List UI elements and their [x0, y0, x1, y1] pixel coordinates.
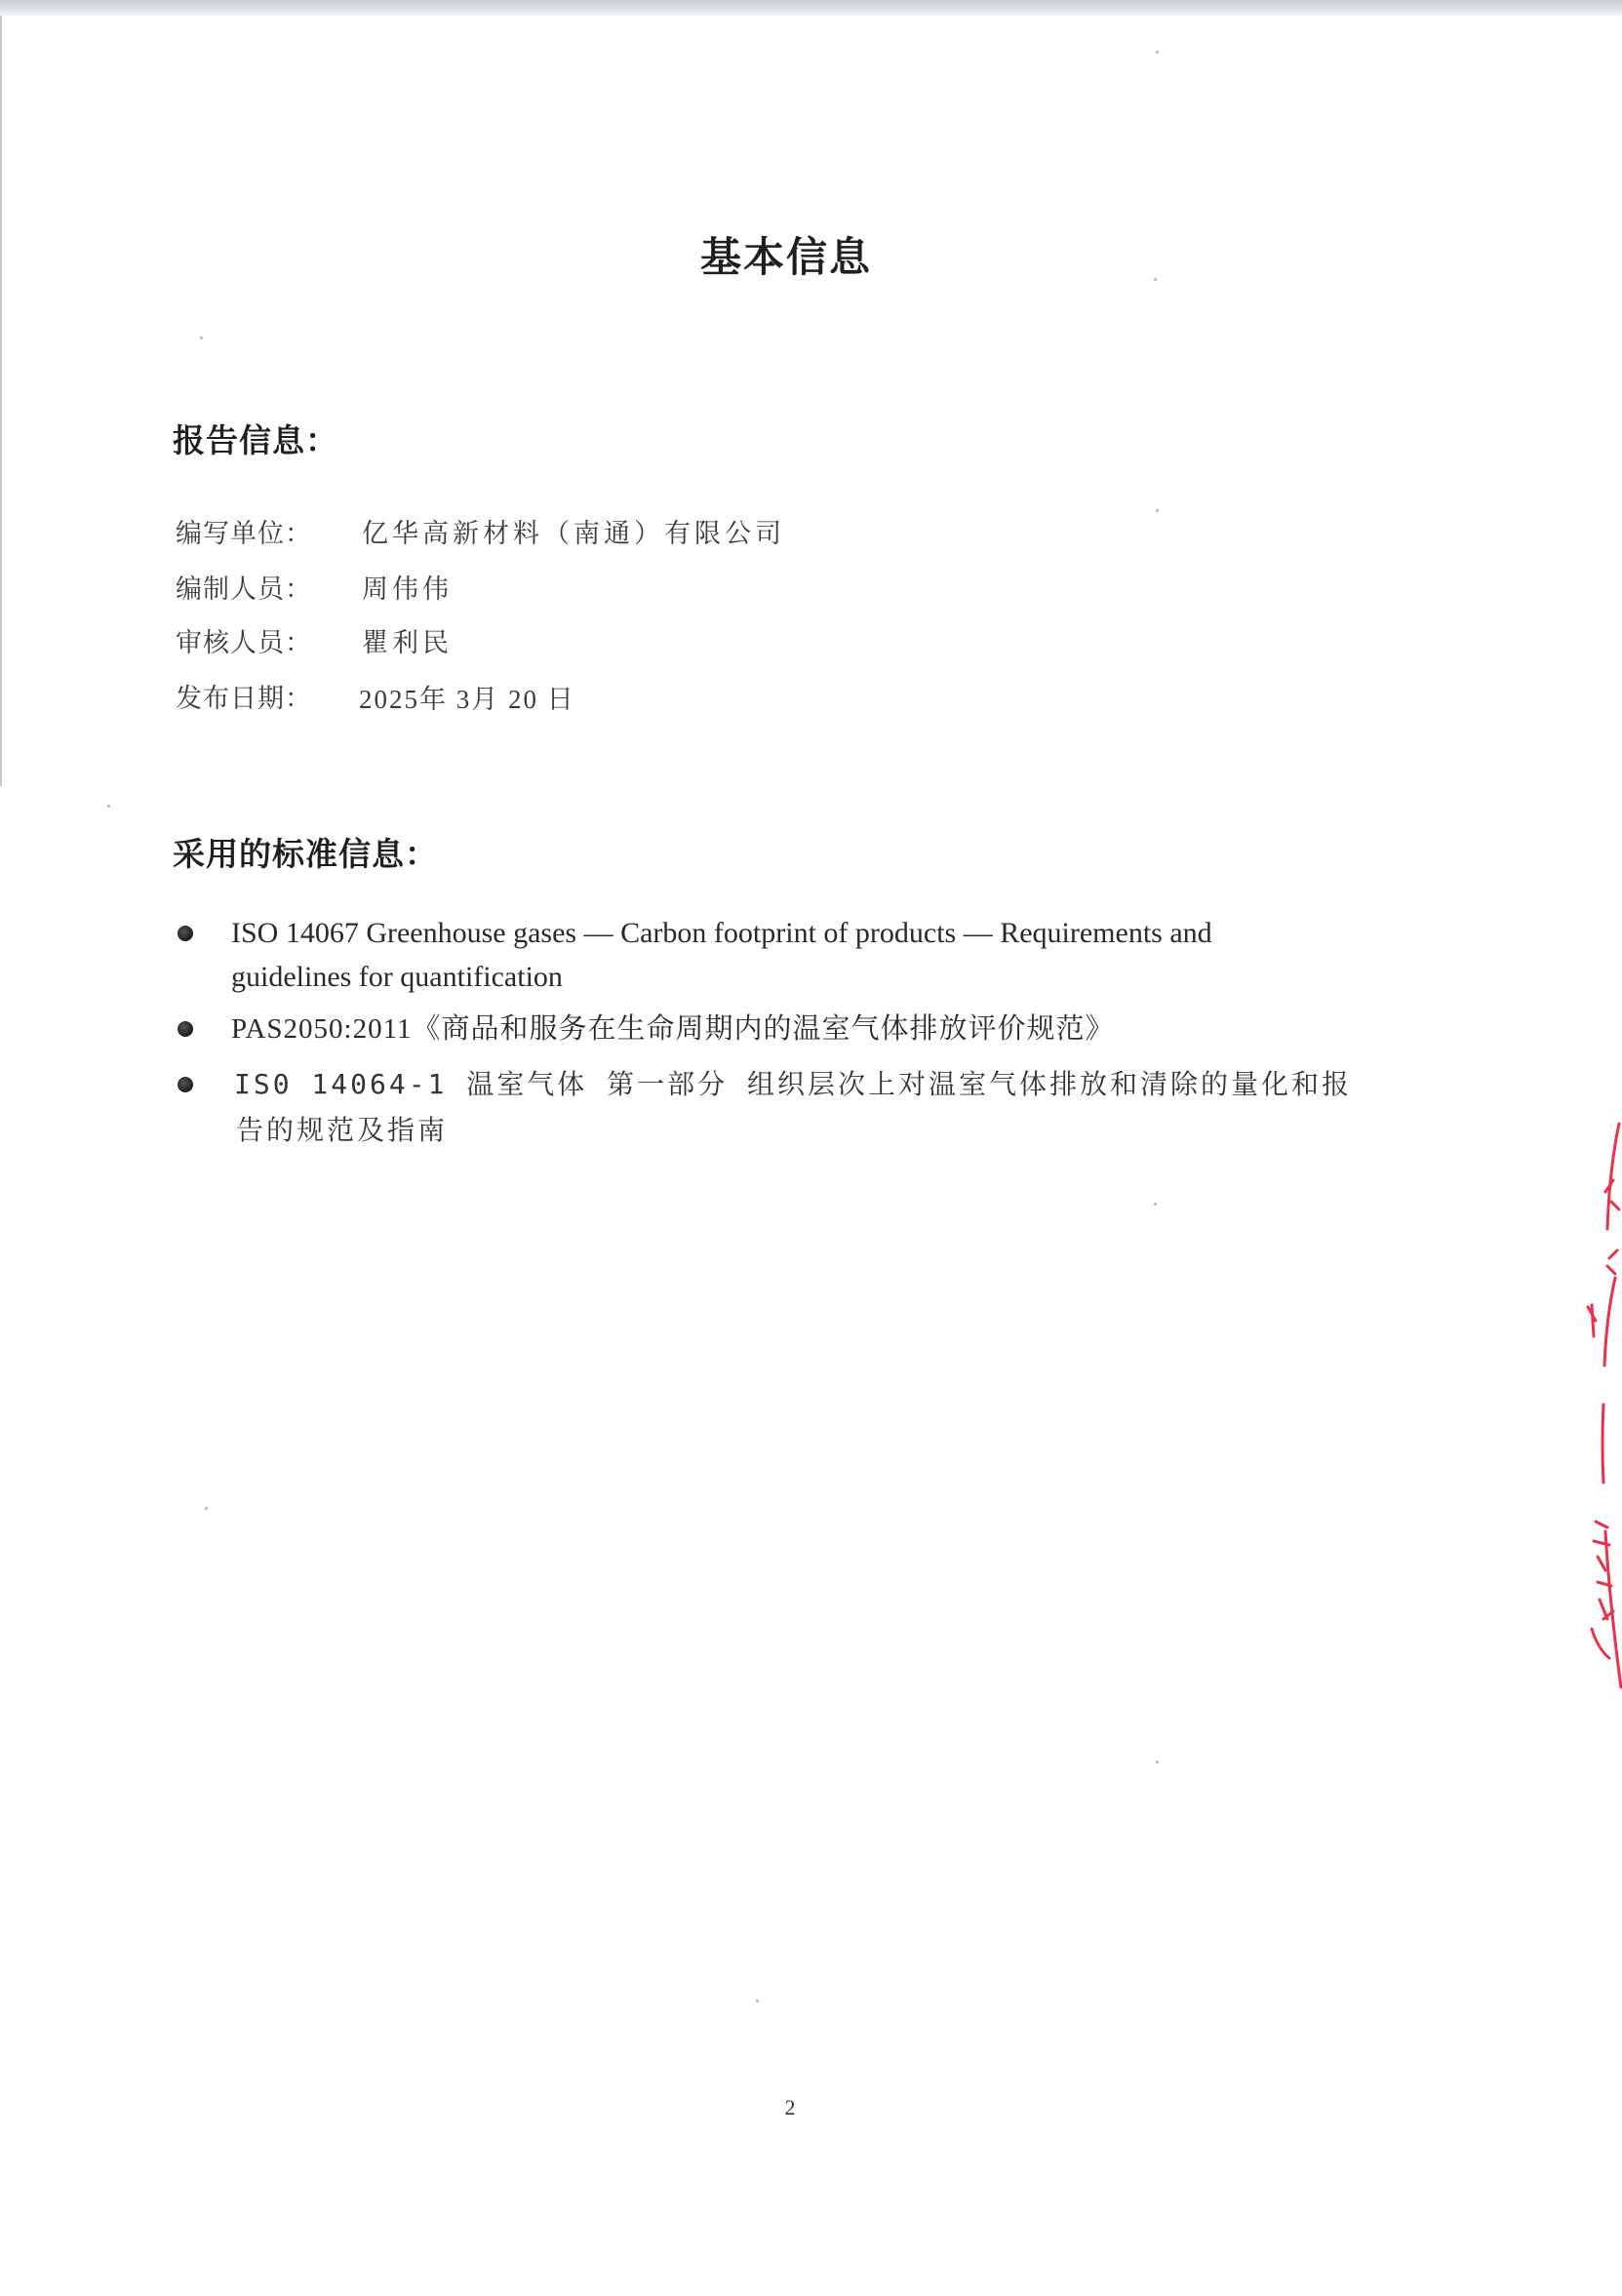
scan-speck: [1156, 51, 1159, 54]
field-label-compiler: 编制人员：: [176, 574, 312, 605]
field-value-compiler: 周伟伟: [362, 574, 453, 605]
report-info-heading: 报告信息：: [173, 421, 338, 459]
page-number: 2: [784, 2095, 796, 2119]
standard-item-line: ISO 14067 Greenhouse gases — Carbon footprint of products — Requirements and: [231, 917, 1212, 949]
standards-heading: 采用的标准信息：: [173, 835, 438, 873]
bullet-icon: [178, 1021, 193, 1037]
scan-speck: [1154, 278, 1157, 281]
field-value-reviewer: 瞿利民: [362, 628, 453, 658]
standard-item-line: IS0 14064-1 温室气体 第一部分 组织层次上对温室气体排放和清除的量化和报: [234, 1068, 1353, 1100]
scan-speck: [205, 1507, 208, 1510]
standard-item-line: PAS2050:2011《商品和服务在生命周期内的温室气体排放评价规范》: [231, 1013, 1115, 1045]
scan-top-edge: [0, 0, 1622, 16]
red-seal-partial: [1559, 1112, 1622, 1697]
bullet-icon: [178, 1077, 193, 1092]
scan-speck: [107, 805, 110, 808]
scan-speck: [1156, 509, 1159, 512]
field-label-reviewer: 审核人员：: [176, 628, 312, 658]
field-value-author-unit: 亿华高新材料（南通）有限公司: [362, 519, 785, 549]
scan-speck: [756, 1999, 759, 2002]
standard-item-line: 告的规范及指南: [236, 1116, 449, 1146]
scan-left-edge: [0, 16, 2, 786]
scan-speck: [1154, 1203, 1157, 1206]
scan-speck: [1156, 1761, 1159, 1763]
standard-item-line: guidelines for quantification: [231, 961, 563, 993]
field-value-release-date: 2025年 3月 20 日: [359, 685, 575, 714]
bullet-icon: [178, 926, 193, 941]
field-label-author-unit: 编写单位：: [176, 519, 312, 549]
scan-speck: [200, 336, 203, 339]
field-label-release-date: 发布日期：: [176, 684, 312, 714]
page-title: 基本信息: [699, 233, 872, 281]
